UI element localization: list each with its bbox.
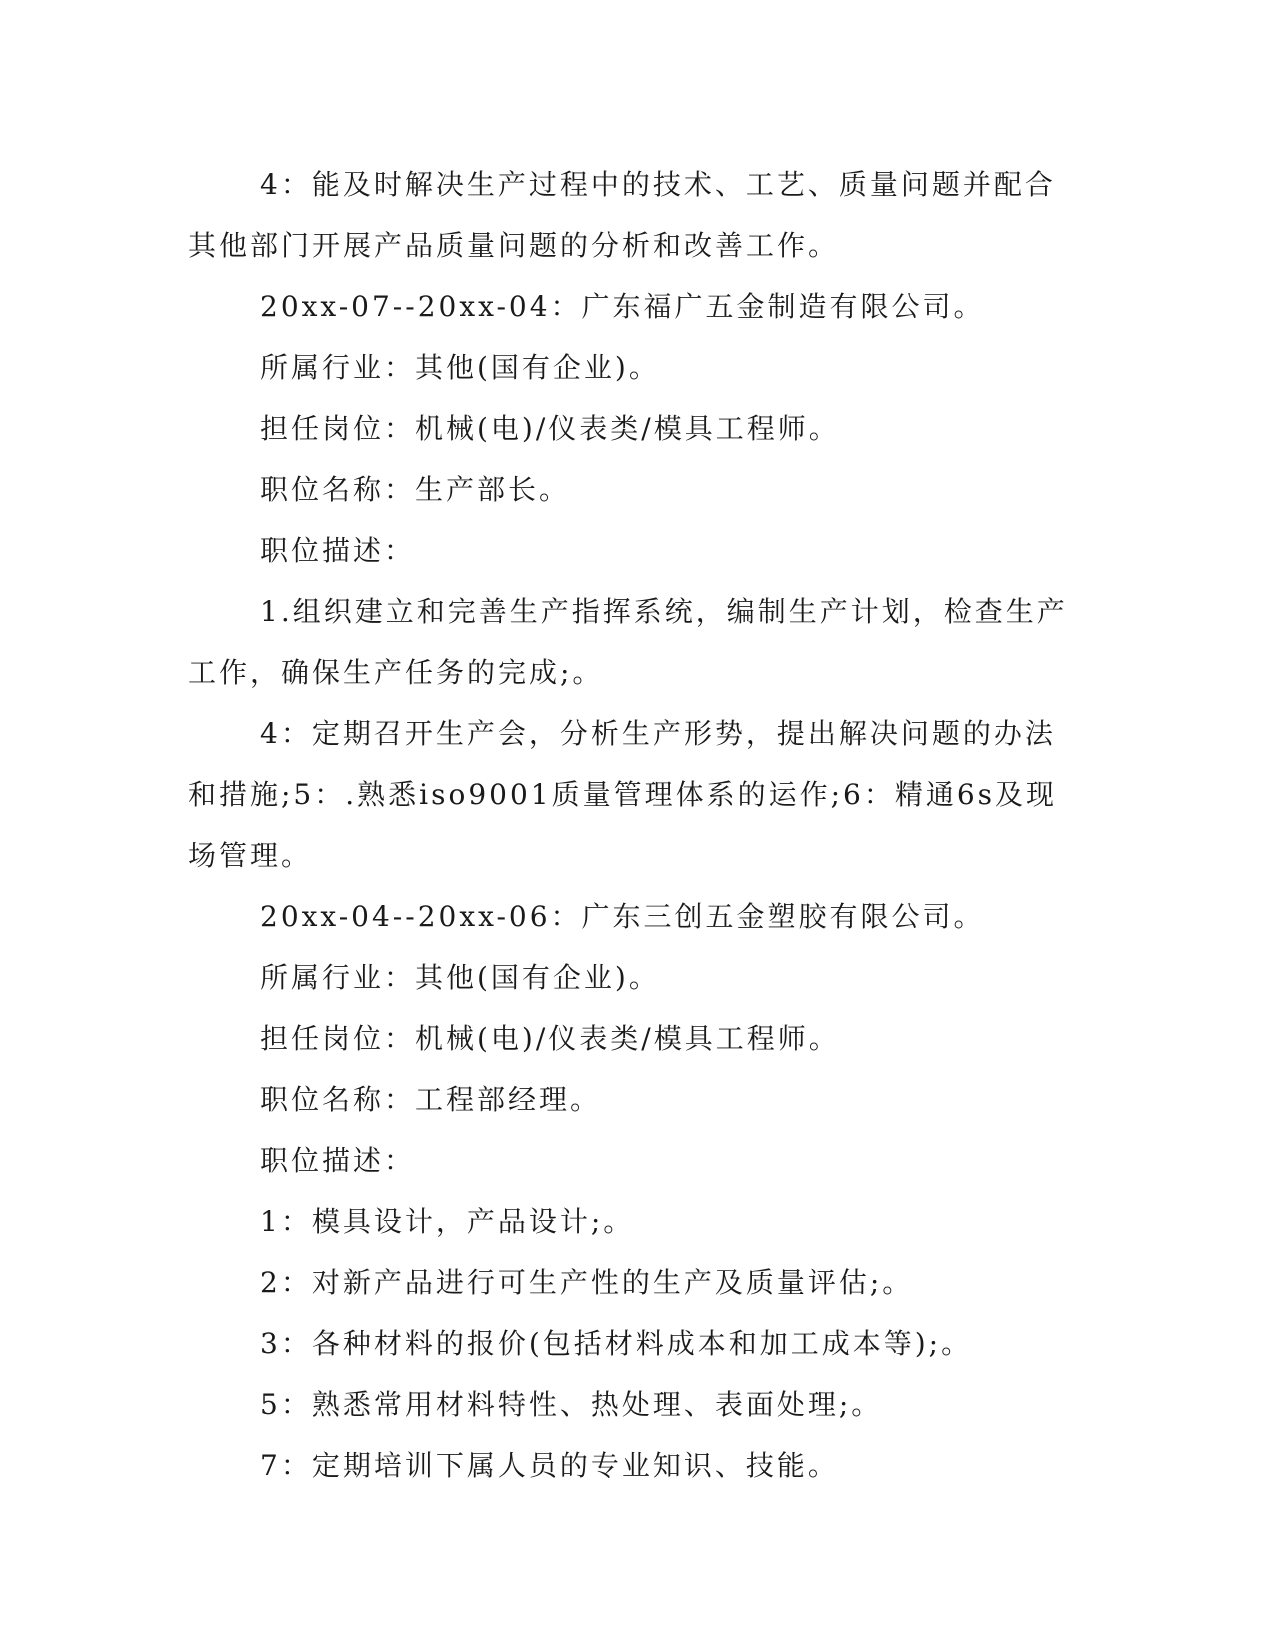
- paragraph-6: 职位描述：: [260, 534, 416, 567]
- paragraph-2: 20xx-07--20xx-04：广东福广五金制造有限公司。: [260, 290, 985, 323]
- paragraph-4: 担任岗位：机械(电)/仪表类/模具工程师。: [260, 412, 840, 445]
- paragraph-10: 所属行业：其他(国有企业)。: [260, 961, 660, 994]
- paragraph-18: 7：定期培训下属人员的专业知识、技能。: [260, 1449, 839, 1482]
- paragraph-5: 职位名称：生产部长。: [260, 473, 571, 506]
- paragraph-11: 担任岗位：机械(电)/仪表类/模具工程师。: [260, 1022, 840, 1055]
- paragraph-8: 4：定期召开生产会，分析生产形势，提出解决问题的办法和措施;5：.熟悉iso9001质量管理体系的运作;6：精通6s及现场管理。: [188, 717, 1058, 872]
- paragraph-1: 4：能及时解决生产过程中的技术、工艺、质量问题并配合其他部门开展产品质量问题的分析和改善工作。: [188, 168, 1056, 262]
- paragraph-3: 所属行业：其他(国有企业)。: [260, 351, 660, 384]
- paragraph-17: 5：熟悉常用材料特性、热处理、表面处理;。: [260, 1388, 883, 1421]
- paragraph-16: 3：各种材料的报价(包括材料成本和加工成本等);。: [260, 1327, 973, 1360]
- paragraph-12: 职位名称：工程部经理。: [260, 1083, 602, 1116]
- paragraph-14: 1：模具设计，产品设计;。: [260, 1205, 635, 1238]
- paragraph-15: 2：对新产品进行可生产性的生产及质量评估;。: [260, 1266, 914, 1299]
- document-page: [188, 154, 1068, 1496]
- paragraph-7: 1.组织建立和完善生产指挥系统，编制生产计划，检查生产工作，确保生产任务的完成;。: [188, 595, 1068, 689]
- paragraph-13: 职位描述：: [260, 1144, 416, 1177]
- paragraph-9: 20xx-04--20xx-06：广东三创五金塑胶有限公司。: [260, 900, 985, 933]
